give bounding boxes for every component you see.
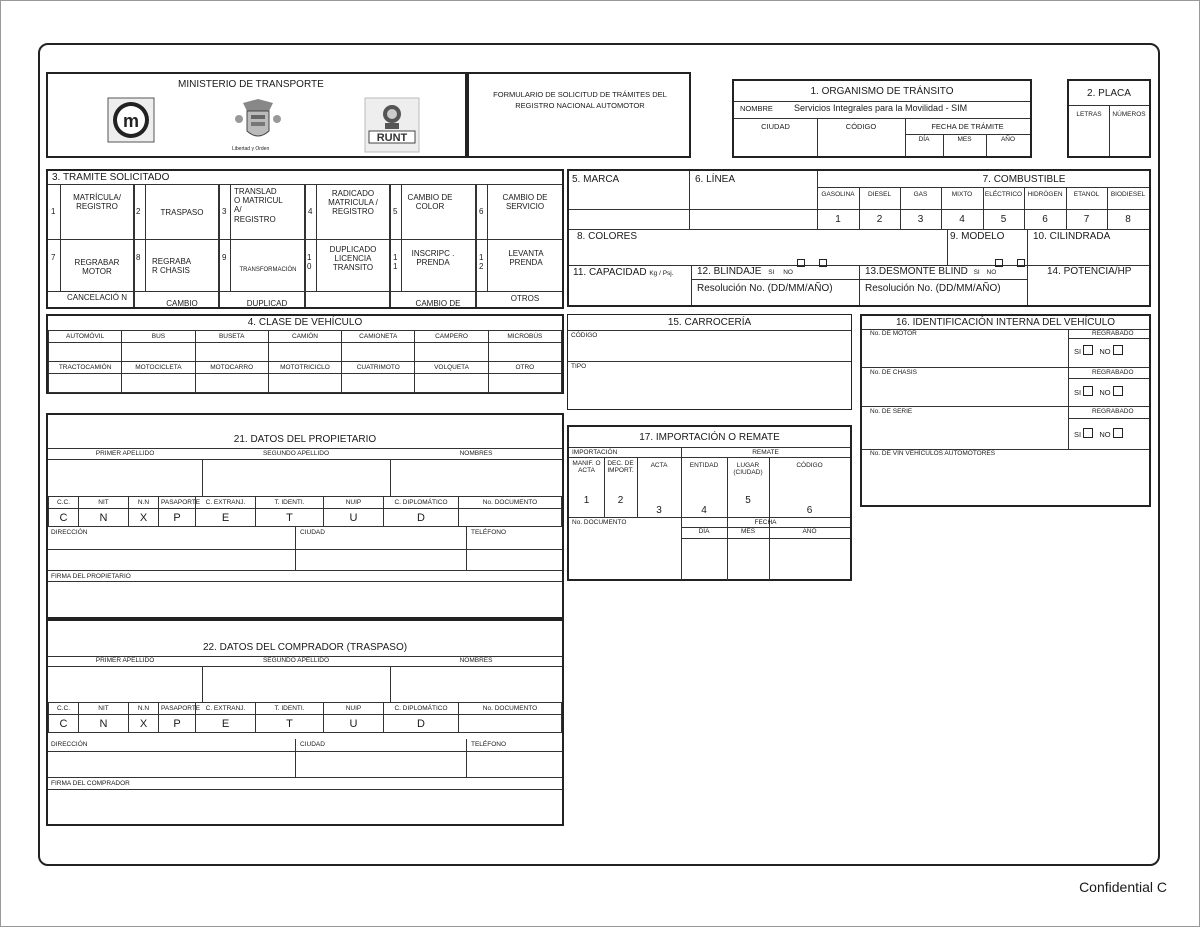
comprador-title: 22. DATOS DEL COMPRADOR (TRASPASO) bbox=[202, 642, 408, 653]
blindaje-label bbox=[697, 267, 793, 278]
modelo-label: 9. MODELO bbox=[950, 231, 1005, 242]
tramite-num-6: 6 bbox=[479, 207, 484, 216]
ministry-title: MINISTERIO DE TRANSPORTE bbox=[178, 79, 324, 90]
clase-tractocamion[interactable]: TRACTOCAMIÓN bbox=[49, 362, 122, 374]
tramite-duplicado-licencia[interactable]: DUPLICADO LICENCIA TRANSITO bbox=[329, 245, 377, 273]
chasis-no-label: NO bbox=[1099, 388, 1111, 397]
propietario-title: 21. DATOS DEL PROPIETARIO bbox=[233, 434, 377, 445]
fuel-etanol: ETANOL bbox=[1073, 191, 1100, 198]
importacion-title: 17. IMPORTACIÓN O REMATE bbox=[639, 432, 780, 443]
chasis-label: No. DE CHASIS bbox=[870, 369, 917, 376]
import-num-5[interactable]: 5 bbox=[745, 495, 751, 506]
serie-regrabado-label: REGRABADO bbox=[1092, 408, 1134, 415]
comp-doc-tidenti: T. IDENTI. bbox=[256, 703, 324, 715]
prop-doc-tidenti: T. IDENTI. bbox=[256, 497, 324, 509]
tramite-solicitado-section bbox=[46, 169, 564, 309]
tramite-cambio-de[interactable]: CAMBIO DE bbox=[415, 299, 461, 308]
clase-motocarro[interactable]: MOTOCARRO bbox=[195, 362, 268, 374]
prop-doc-letter-d[interactable]: D bbox=[384, 509, 459, 527]
capacidad-label bbox=[573, 268, 674, 279]
tramite-num-12: 1 2 bbox=[479, 253, 484, 271]
prop-doc-nodoc: No. DOCUMENTO bbox=[459, 497, 562, 509]
fuel-num-6[interactable]: 6 bbox=[1042, 214, 1048, 225]
chasis-si-label: SI bbox=[1074, 388, 1082, 397]
comp-doc-letter-p[interactable]: P bbox=[159, 715, 196, 733]
vehiculo-datos-section bbox=[567, 169, 1151, 307]
propietario-section bbox=[46, 413, 564, 619]
prop-doc-letter-x[interactable]: X bbox=[129, 509, 159, 527]
tramite-num-10: 1 0 bbox=[307, 253, 312, 271]
form-title-box bbox=[467, 72, 691, 158]
organismo-ciudad-label: CIUDAD bbox=[761, 122, 790, 131]
comprador-segundo-apellido: SEGUNDO APELLIDO bbox=[262, 657, 330, 664]
blindaje-no-checkbox[interactable] bbox=[819, 259, 827, 267]
blindaje-text: 12. BLINDAJE bbox=[697, 266, 762, 277]
comp-doc-cdiplo: C. DIPLOMÁTICO bbox=[384, 703, 459, 715]
comp-doc-letter-u[interactable]: U bbox=[324, 715, 384, 733]
organismo-fecha-label: FECHA DE TRÁMITE bbox=[931, 122, 1004, 131]
prop-doc-letter-p[interactable]: P bbox=[159, 509, 196, 527]
tramite-num-9: 9 bbox=[222, 253, 227, 262]
chasis-si-checkbox[interactable] bbox=[1083, 386, 1093, 396]
blindaje-si-checkbox[interactable] bbox=[797, 259, 805, 267]
comp-doc-pasaporte: PASAPORTE bbox=[159, 703, 196, 715]
tramite-regrabar-chasis[interactable]: REGRABA R CHASIS bbox=[152, 257, 191, 276]
motor-si-label: SI bbox=[1074, 347, 1082, 356]
fuel-mixto: MIXTO bbox=[951, 191, 973, 198]
propietario-direccion: DIRECCIÓN bbox=[51, 529, 88, 536]
placa-numeros-label: NÚMEROS bbox=[1112, 111, 1146, 118]
tramite-num-1: 1 bbox=[51, 207, 56, 216]
prop-doc-number[interactable] bbox=[459, 509, 562, 527]
prop-doc-letter-e[interactable]: E bbox=[196, 509, 256, 527]
combustible-title: 7. COMBUSTIBLE bbox=[982, 174, 1066, 185]
import-col-lugar: LUGAR (CIUDAD) bbox=[733, 462, 763, 476]
tramite-num-11: 1 1 bbox=[393, 253, 398, 271]
linea-label: 6. LÍNEA bbox=[695, 174, 736, 185]
comp-doc-cext: C. EXTRANJ. bbox=[196, 703, 256, 715]
tramite-translado[interactable]: TRANSLAD O MATRICUL A/ REGISTRO bbox=[234, 187, 283, 224]
comp-doc-nodoc: No. DOCUMENTO bbox=[459, 703, 562, 715]
comprador-direccion: DIRECCIÓN bbox=[51, 741, 88, 748]
fuel-num-1[interactable]: 1 bbox=[835, 214, 841, 225]
serie-si-label: SI bbox=[1074, 430, 1082, 439]
comprador-section bbox=[46, 619, 564, 826]
transport-logo bbox=[105, 96, 157, 144]
propietario-ciudad: CIUDAD bbox=[300, 529, 325, 536]
serie-no-checkbox[interactable] bbox=[1113, 428, 1123, 438]
tramite-matricula[interactable]: MATRÍCULA/ REGISTRO bbox=[73, 193, 121, 212]
prop-doc-letter-c[interactable]: C bbox=[49, 509, 79, 527]
cilindrada-label: 10. CILINDRADA bbox=[1033, 231, 1111, 242]
prop-doc-letter-n[interactable]: N bbox=[79, 509, 129, 527]
clase-title: 4. CLASE DE VEHÍCULO bbox=[247, 317, 363, 328]
fuel-num-4[interactable]: 4 bbox=[959, 214, 965, 225]
propietario-firma: FIRMA DEL PROPIETARIO bbox=[51, 573, 131, 580]
fecha-mes-label: MES bbox=[957, 136, 972, 143]
import-col-dec: DEC. DE IMPORT. bbox=[607, 460, 634, 474]
fuel-electrico: ELÉCTRICO bbox=[984, 191, 1023, 198]
confidential-footer: Confidential C bbox=[1079, 879, 1167, 895]
clase-camion[interactable]: CAMIÓN bbox=[268, 331, 341, 343]
colores-label: 8. COLORES bbox=[577, 231, 638, 242]
comp-doc-nit: NIT bbox=[79, 703, 129, 715]
comp-doc-nn: N.N bbox=[129, 703, 159, 715]
chasis-regrabado-label: REGRABADO bbox=[1092, 369, 1134, 376]
fuel-biodiesel: BIODIESEL bbox=[1110, 191, 1146, 198]
import-fecha-label: FECHA bbox=[754, 519, 777, 526]
comp-doc-letter-d[interactable]: D bbox=[384, 715, 459, 733]
remate-label: REMATE bbox=[752, 449, 779, 456]
tramite-cambio-color[interactable]: CAMBIO DE COLOR bbox=[407, 193, 453, 212]
tramite-transformacion[interactable]: TRANSFORMACIÓN bbox=[239, 267, 297, 273]
tramite-duplicado[interactable]: DUPLICAD bbox=[246, 299, 288, 308]
comp-doc-letter-n[interactable]: N bbox=[79, 715, 129, 733]
fuel-options bbox=[817, 187, 1149, 229]
tramite-levanta-prenda[interactable]: LEVANTA PRENDA bbox=[508, 249, 544, 268]
tramite-regrabar-motor[interactable]: REGRABAR MOTOR bbox=[74, 258, 120, 277]
import-col-codigo: CÓDIGO bbox=[796, 462, 823, 469]
prop-doc-nn: N.N bbox=[129, 497, 159, 509]
fuel-hidrogeno: HIDRÓGEN bbox=[1027, 191, 1063, 198]
comp-doc-cc: C.C. bbox=[49, 703, 79, 715]
import-col-acta: ACTA bbox=[650, 462, 668, 469]
vin-label: No. DE VIN VEHÍCULOS AUTOMOTORES bbox=[870, 450, 996, 457]
organismo-transito-section bbox=[732, 79, 1032, 158]
tramite-title: 3. TRAMITE SOLICITADO bbox=[52, 172, 170, 183]
escudo-caption: Libertad y Orden bbox=[232, 146, 270, 152]
tramite-radicado[interactable]: RADICADO MATRICULA / REGISTRO bbox=[328, 189, 378, 217]
chasis-no-checkbox[interactable] bbox=[1113, 386, 1123, 396]
tramite-num-4: 4 bbox=[308, 207, 313, 216]
import-num-2[interactable]: 2 bbox=[617, 495, 624, 506]
desmonte-resolucion[interactable]: Resolución No. (DD/MM/AÑO) bbox=[865, 283, 1001, 294]
desmonte-si-checkbox[interactable] bbox=[995, 259, 1003, 267]
import-mes-label: MES bbox=[740, 528, 756, 535]
tramite-otros[interactable]: OTROS bbox=[510, 294, 540, 303]
tramite-num-2: 2 bbox=[136, 207, 141, 216]
tramite-inscripcion-prenda[interactable]: INSCRIPC . PRENDA bbox=[411, 249, 455, 268]
desmonte-label bbox=[865, 267, 996, 278]
desmonte-no-checkbox[interactable] bbox=[1017, 259, 1025, 267]
blindaje-si-label: SI bbox=[768, 269, 775, 276]
clase-otro[interactable]: OTRO bbox=[488, 362, 561, 374]
comp-doc-letter-c[interactable]: C bbox=[49, 715, 79, 733]
blindaje-no-label: NO bbox=[783, 269, 793, 276]
marca-label: 5. MARCA bbox=[572, 174, 620, 185]
desmonte-text: 13.DESMONTE BLIND bbox=[865, 266, 968, 277]
propietario-doc-table bbox=[48, 496, 562, 527]
chasis-regrabado-options bbox=[1074, 386, 1123, 397]
fuel-num-8[interactable]: 8 bbox=[1125, 214, 1131, 225]
comprador-telefono: TELÉFONO bbox=[471, 741, 507, 748]
motor-no-checkbox[interactable] bbox=[1113, 345, 1123, 355]
desmonte-si-label: SI bbox=[973, 269, 980, 276]
clase-cuatrimoto[interactable]: CUATRIMOTO bbox=[342, 362, 415, 374]
motor-si-checkbox[interactable] bbox=[1083, 345, 1093, 355]
comprador-firma: FIRMA DEL COMPRADOR bbox=[51, 780, 130, 787]
carroceria-title: 15. CARROCERÍA bbox=[667, 317, 752, 328]
propietario-primer-apellido: PRIMER APELLIDO bbox=[95, 450, 155, 457]
comp-doc-letter-x[interactable]: X bbox=[129, 715, 159, 733]
tramite-cambio-servicio[interactable]: CAMBIO DE SERVICIO bbox=[502, 193, 548, 212]
capacidad-text: 11. CAPACIDAD bbox=[573, 267, 647, 278]
form-title-line-1: FORMULARIO DE SOLICITUD DE TRÁMITES DEL bbox=[493, 90, 667, 99]
clase-buseta[interactable]: BUSETA bbox=[195, 331, 268, 343]
prop-doc-letter-t[interactable]: T bbox=[256, 509, 324, 527]
tramite-num-8: 8 bbox=[136, 253, 141, 262]
import-ano-label: AÑO bbox=[802, 528, 817, 535]
fecha-dia-label: DÍA bbox=[918, 136, 930, 143]
motor-regrabado-options bbox=[1074, 345, 1123, 356]
import-no-doc-label: No. DOCUMENTO bbox=[572, 519, 627, 526]
tramite-cancelacion[interactable]: CANCELACIÓ N bbox=[66, 293, 127, 302]
import-num-3[interactable]: 3 bbox=[656, 505, 662, 516]
organismo-title: 1. ORGANISMO DE TRÁNSITO bbox=[810, 86, 954, 97]
capacidad-unit: Kg / Psj. bbox=[649, 270, 674, 277]
blindaje-resolucion[interactable]: Resolución No. (DD/MM/AÑO) bbox=[697, 283, 833, 294]
tramite-cambio[interactable]: CAMBIO bbox=[166, 299, 198, 308]
clase-vehiculo-section bbox=[46, 314, 564, 394]
serie-regrabado-options bbox=[1074, 428, 1123, 439]
propietario-telefono: TELÉFONO bbox=[471, 529, 507, 536]
serie-no-label: NO bbox=[1099, 430, 1111, 439]
clase-campero[interactable]: CAMPERO bbox=[415, 331, 488, 343]
organismo-nombre-value[interactable]: Servicios Integrales para la Movilidad - SIM bbox=[794, 103, 968, 113]
comp-doc-number[interactable] bbox=[459, 715, 562, 733]
tramite-num-5: 5 bbox=[393, 207, 398, 216]
escudo-logo bbox=[232, 94, 284, 156]
ministry-header bbox=[46, 72, 467, 158]
import-col-manif: MANIF. O ACTA bbox=[572, 460, 601, 474]
fuel-num-3[interactable]: 3 bbox=[917, 214, 924, 225]
import-col-entidad: ENTIDAD bbox=[689, 462, 719, 469]
placa-section bbox=[1067, 79, 1151, 158]
clase-bus[interactable]: BUS bbox=[122, 331, 195, 343]
import-num-1[interactable]: 1 bbox=[583, 495, 590, 506]
desmonte-no-label: NO bbox=[986, 269, 997, 276]
carroceria-codigo-label: CÓDIGO bbox=[571, 332, 598, 339]
import-num-4[interactable]: 4 bbox=[701, 505, 707, 516]
transport-logo-text: m bbox=[122, 111, 140, 131]
importacion-label: IMPORTACIÓN bbox=[572, 449, 618, 456]
identificacion-title: 16. IDENTIFICACIÓN INTERNA DEL VEHÍCULO bbox=[895, 317, 1116, 328]
import-num-6[interactable]: 6 bbox=[806, 505, 813, 516]
runt-logo bbox=[364, 96, 420, 154]
fuel-num-5[interactable]: 5 bbox=[1000, 214, 1007, 225]
prop-doc-cc: C.C. bbox=[49, 497, 79, 509]
prop-doc-cext: C. EXTRANJ. bbox=[196, 497, 256, 509]
fuel-diesel: DIESEL bbox=[867, 191, 892, 198]
importacion-section bbox=[567, 425, 852, 581]
motor-no-label: NO bbox=[1099, 347, 1111, 356]
fecha-ano-label: AÑO bbox=[1000, 136, 1016, 143]
organismo-codigo-label: CÓDIGO bbox=[845, 122, 877, 131]
clase-microbus[interactable]: MICROBÚS bbox=[488, 331, 561, 343]
placa-title: 2. PLACA bbox=[1087, 88, 1131, 99]
potencia-label: 14. POTENCIA/HP bbox=[1047, 266, 1132, 277]
fuel-num-2[interactable]: 2 bbox=[876, 214, 883, 225]
comprador-doc-table bbox=[48, 702, 562, 733]
serie-si-checkbox[interactable] bbox=[1083, 428, 1093, 438]
motor-label: No. DE MOTOR bbox=[870, 330, 917, 337]
fuel-gasolina: GASOLINA bbox=[821, 191, 855, 198]
prop-doc-nuip: NUIP bbox=[324, 497, 384, 509]
comp-doc-nuip: NUIP bbox=[324, 703, 384, 715]
organismo-nombre-label: NOMBRE bbox=[740, 104, 773, 113]
clase-mototriciclo[interactable]: MOTOTRICICLO bbox=[268, 362, 341, 374]
comp-doc-letter-t[interactable]: T bbox=[256, 715, 324, 733]
serie-label: No. DE SERIE bbox=[870, 408, 913, 415]
comprador-primer-apellido: PRIMER APELLIDO bbox=[95, 657, 155, 664]
import-dia-label: DÍA bbox=[698, 528, 710, 535]
prop-doc-nit: NIT bbox=[79, 497, 129, 509]
form-title-line-2: REGISTRO NACIONAL AUTOMOTOR bbox=[515, 101, 645, 110]
prop-doc-pasaporte: PASAPORTE bbox=[159, 497, 196, 509]
motor-regrabado-label: REGRABADO bbox=[1092, 330, 1134, 337]
placa-letras-label: LETRAS bbox=[1076, 111, 1102, 118]
carroceria-section bbox=[567, 314, 852, 410]
propietario-nombres: NOMBRES bbox=[459, 450, 493, 457]
carroceria-tipo-label: TIPO bbox=[571, 363, 587, 370]
prop-doc-cdiplo: C. DIPLOMÁTICO bbox=[384, 497, 459, 509]
propietario-segundo-apellido: SEGUNDO APELLIDO bbox=[262, 450, 330, 457]
fuel-num-7[interactable]: 7 bbox=[1083, 214, 1090, 225]
comprador-ciudad: CIUDAD bbox=[300, 741, 325, 748]
identificacion-section bbox=[860, 314, 1151, 507]
tramite-num-3: 3 bbox=[222, 207, 227, 216]
tramite-traspaso[interactable]: TRASPASO bbox=[160, 208, 204, 217]
clase-volqueta[interactable]: VOLQUETA bbox=[415, 362, 488, 374]
fuel-gas: GAS bbox=[913, 191, 928, 198]
tramite-num-7: 7 bbox=[51, 253, 56, 262]
tramite-row3-blank[interactable] bbox=[318, 299, 388, 307]
clase-motocicleta[interactable]: MOTOCICLETA bbox=[122, 362, 195, 374]
runt-logo-text: RUNT bbox=[376, 132, 408, 144]
comp-doc-letter-e[interactable]: E bbox=[196, 715, 256, 733]
clase-camioneta[interactable]: CAMIONETA bbox=[342, 331, 415, 343]
clase-table bbox=[48, 330, 562, 393]
comprador-nombres: NOMBRES bbox=[459, 657, 493, 664]
prop-doc-letter-u[interactable]: U bbox=[324, 509, 384, 527]
clase-automovil[interactable]: AUTOMÓVIL bbox=[49, 331, 122, 343]
